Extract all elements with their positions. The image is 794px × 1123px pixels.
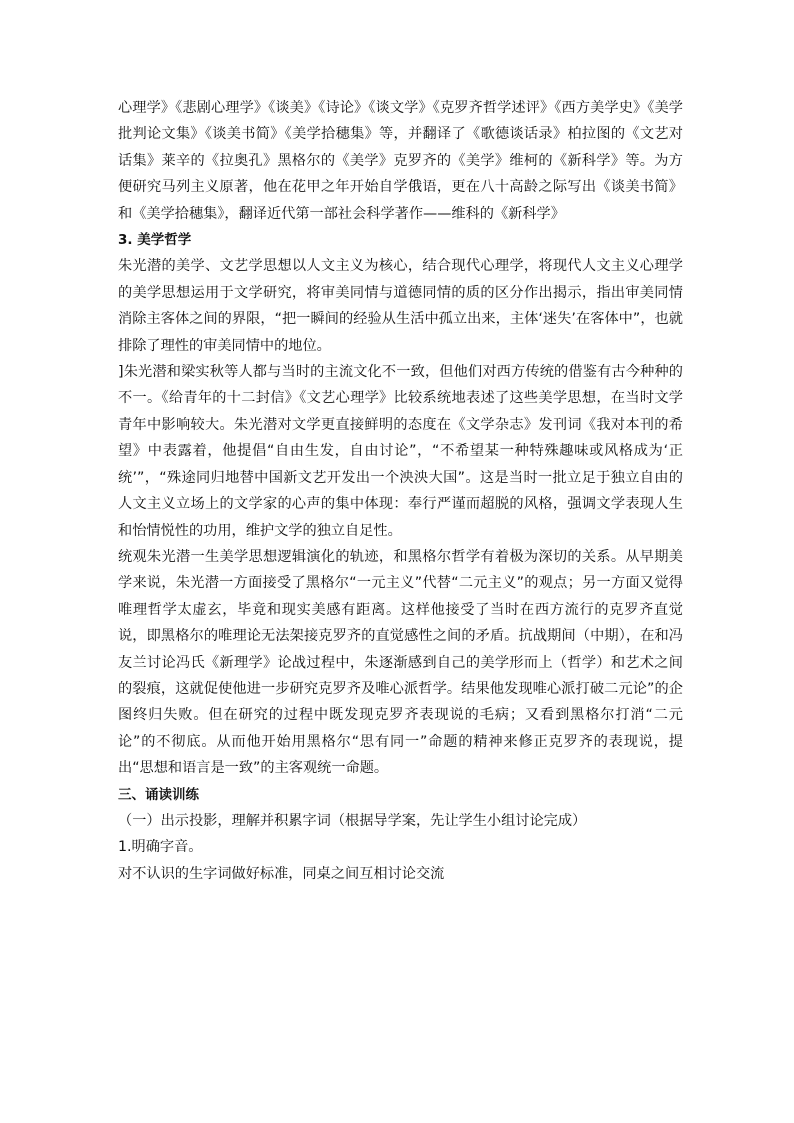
paragraph-mainstream-culture: ]朱光潜和梁实秋等人都与当时的主流文化不一致，但他们对西方传统的借鉴有古今种种的不一。《给青年的十二封信》《文艺心理学》比较系统地表述了这些美学思想，在当时文学青年中影响较大。朱光潜对文学更直接鲜明的态度在《文学杂志》发刊词《我对本刊的希望》中表露着，他提倡“自由生发，自由讨论”，“不希望某一种特殊趣味或风格成为‘正统’”，“殊途同归地替中国新文艺开发出一个泱泱大国”。这是当时一批立足于独立自由的人文主义立场上的文学家的心声的集中体现：奉行严谨而超脱的风格，强调文学表现人生和怡情悦性的功用，维护文学的独立自足性。 [118,364,683,539]
paragraph-works-list: 心理学》《悲剧心理学》《谈美》《诗论》《谈文学》《克罗齐哲学述评》《西方美学史》《美学批判论文集》《谈美书简》《美学拾穗集》等，并翻译了《歌德谈话录》柏拉图的《文艺对话集》莱辛的《拉奥孔》黑格尔的《美学》克罗齐的《美学》维柯的《新科学》等。为方便研究马列主义原著，他在花甲之年开始自学俄语，更在八十高龄之际写出《谈美书简》和《美学拾穗集》，翻译近代第一部社会科学著作——维科的《新科学》 [118,100,683,222]
paragraph-pronunciation: 1.明确字音。 [118,839,203,856]
paragraph-humanism-core: 朱光潜的美学、文艺学思想以人文主义为核心，结合现代心理学，将现代人文主义心理学的美学思想运用于文学研究，将审美同情与道德同情的质的区分作出揭示，指出审美同情消除主客体之间的界限，“把一瞬间的经验从生活中孤立出来，主体‘迷失’在客体中”，也就排除了理性的审美同情中的地位。 [118,258,683,354]
paragraph-show-projection: （一）出示投影，理解并积累字词（根据导学案，先让学生小组讨论完成） [118,812,587,829]
paragraph-discussion: 对不认识的生字词做好标准，同桌之间互相讨论交流 [118,865,445,882]
section-heading-aesthetic-philosophy: 3. 美学哲学 [118,232,192,249]
paragraph-hegel-relation: 统观朱光潜一生美学思想逻辑演化的轨迹，和黑格尔哲学有着极为深切的关系。从早期美学来说，朱光潜一方面接受了黑格尔“一元主义”代替“二元主义”的观点；另一方面又觉得唯理哲学太虚玄，毕竟和现实美感有距离。这样他接受了当时在西方流行的克罗齐直觉说，即黑格尔的唯理论无法架接克罗齐的直觉感性之间的矛盾。抗战期间（中期），在和冯友兰讨论冯氏《新理学》论战过程中，朱逐渐感到自己的美学形而上（哲学）和艺术之间的裂痕，这就促使他进一步研究克罗齐及唯心派哲学。结果他发现唯心派打破二元论”的企图终归失败。但在研究的过程中既发现克罗齐表现说的毛病；又看到黑格尔打消“二元论”的不彻底。从而他开始用黑格尔“思有同一”命题的精神来修正克罗齐的表现说，提出“思想和语言是一致”的主客观统一命题。 [118,548,683,777]
section-heading-recitation-training: 三、诵读训练 [118,786,199,803]
document-page [118,95,683,887]
